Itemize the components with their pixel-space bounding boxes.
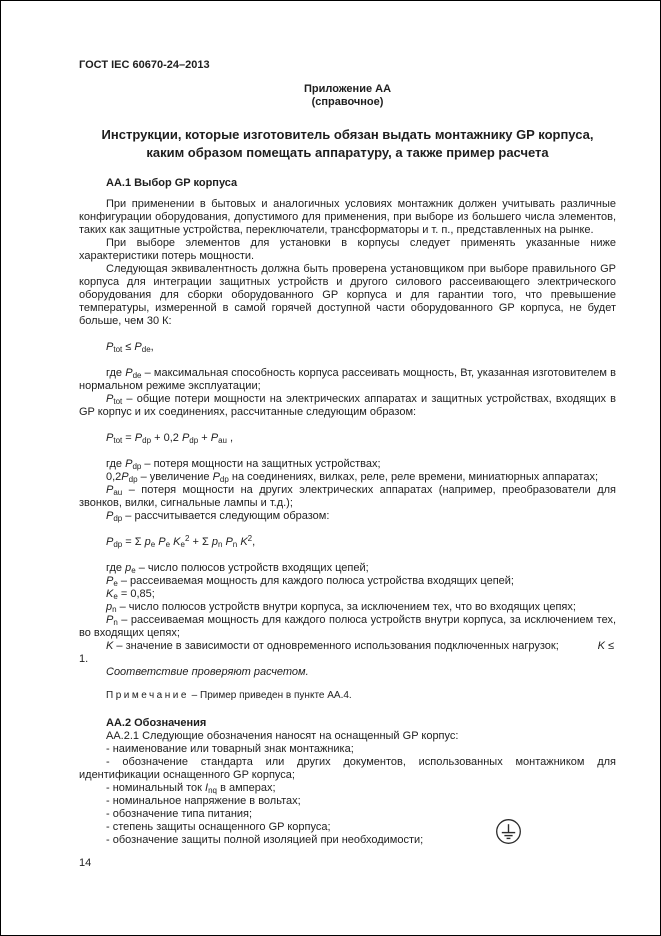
paragraph-equivalence: Следующая эквивалентность должна быть проверена установщиком при выборе правильного GP корпуса для интеграции защитных устройств и другого силового рассеивающего электрического оборудования для сборки оборудованного GP корпуса и для гарантии того, что превышение температуры, измеренной в самой горячей доступной части оборудованного GP корпуса, не будет больше, чем 30 К:: [79, 263, 616, 327]
definition-ptot: $P_{tot}$ – общие потери мощности на электрических аппаратах и защитных устройствах, входящих в GP корпус и их соединениях, рассчитанные следующим образом:: [79, 393, 616, 418]
definition-pn-count: $p_n$ – число полюсов устройств внутри корпуса, за исключением тех, что во входящих цепях;: [106, 601, 576, 614]
definition-pdp-calc: $P_{dp}$ – рассчитывается следующим образом:: [106, 510, 330, 523]
protective-earth-icon: [495, 818, 522, 849]
definition-pe-power: $P_e$ – рассеиваемая мощность для каждого полюса устройства входящих цепей;: [106, 575, 514, 588]
section-aa2-intro: АА.2.1 Следующие обозначения наносят на оснащенный GP корпус:: [106, 730, 459, 742]
list-item-voltage: - номинальное напряжение в вольтах;: [106, 795, 301, 807]
conformity-statement: Соответствие проверяют расчетом.: [106, 666, 309, 678]
doc-header: ГОСТ IEC 60670-24–2013: [79, 59, 210, 71]
paragraph-power-loss: При выборе элементов для установки в корпусы следует применять указанные ниже характеристики потерь мощности.: [79, 237, 616, 262]
paragraph-market: При применении в бытовых и аналогичных условиях монтажник должен учитывать различные конфигурации оборудования, допустимого для применения, при выборе из большего числа элементов, таких как защитные устройства, переключатели, трансформаторы и т. п., представленных на рынке.: [79, 198, 616, 236]
list-item-supply-type: - обозначение типа питания;: [106, 808, 253, 820]
definition-k-continuation: 1.: [79, 653, 89, 665]
definition-pdp: где $P_{dp}$ – потеря мощности на защитных устройствах;: [106, 458, 381, 471]
section-aa1-heading: АА.1 Выбор GP корпуса: [106, 177, 238, 189]
list-item-standard: - обозначение стандарта или других документов, использованных монтажником для идентификации оснащенного GP корпуса;: [79, 756, 616, 781]
definition-pde: где $P_{de}$ – максимальная способность корпуса рассеивать мощность, Вт, указанная изготовителем в нормальном режиме эксплуатации;: [79, 367, 616, 392]
appendix-block: [79, 83, 616, 109]
note: [79, 689, 616, 702]
formula-pdp-sum: $P_{dp} = \Sigma$ $p_e$ $P_e$ $K_e^2 + \Sigma$ $p_n$ $P_n$ $K^2$,: [106, 534, 256, 549]
list-item-insulation: - обозначение защиты полной изоляцией при необходимости;: [106, 834, 424, 846]
definition-02pdp: $0,2P_{dp}$ – увеличение $P_{dp}$ на соединениях, вилках, реле, реле времени, миниатюрных аппаратах;: [106, 471, 599, 484]
section-aa2-heading: АА.2 Обозначения: [106, 717, 207, 729]
note-label: Примечание: [106, 690, 189, 701]
definition-pn-power: $P_n$ – рассеиваемая мощность для каждого полюса устройств внутри корпуса, за исключением тех, во входящих цепях;: [79, 614, 616, 639]
note-text: – Пример приведен в пункте АА.4.: [188, 690, 352, 701]
page-number: 14: [79, 857, 92, 869]
appendix-subtitle: (справочное): [311, 96, 384, 108]
page-content: [79, 59, 616, 847]
document-title-line1: Инструкции, которые изготовитель обязан выдать монтажнику GP корпуса,: [101, 127, 594, 142]
list-item-protection-degree: - степень защиты оснащенного GP корпуса;: [106, 821, 331, 833]
definition-k: K – значение в зависимости от одновременного использования подключенных нагрузок; K ≤: [106, 640, 614, 652]
appendix-title: Приложение АА: [303, 83, 392, 95]
formula-ptot-le-pde: $P_{tot} \le P_{de}$,: [106, 341, 154, 354]
document-title-line2: каким образом помещать аппаратуру, а также пример расчета: [146, 145, 549, 160]
list-item-name: - наименование или товарный знак монтажника;: [106, 743, 354, 755]
definition-ke: $K_e = 0,85$;: [106, 588, 155, 601]
definition-pe-count: где $p_e$ – число полюсов устройств входящих цепей;: [106, 562, 369, 575]
definition-pau: $P_{au}$ – потеря мощности на других электрических аппаратах (например, преобразователи для звонков, вилки, сигнальные лампы и т.д.);: [79, 484, 616, 509]
document-title: [79, 126, 616, 162]
formula-ptot-sum: $P_{tot} = P_{dp} + 0,2$ $P_{dp} + P_{au}$ ,: [106, 432, 234, 445]
list-item-current: - номинальный ток $I_{nq}$ в амперах;: [106, 782, 276, 795]
